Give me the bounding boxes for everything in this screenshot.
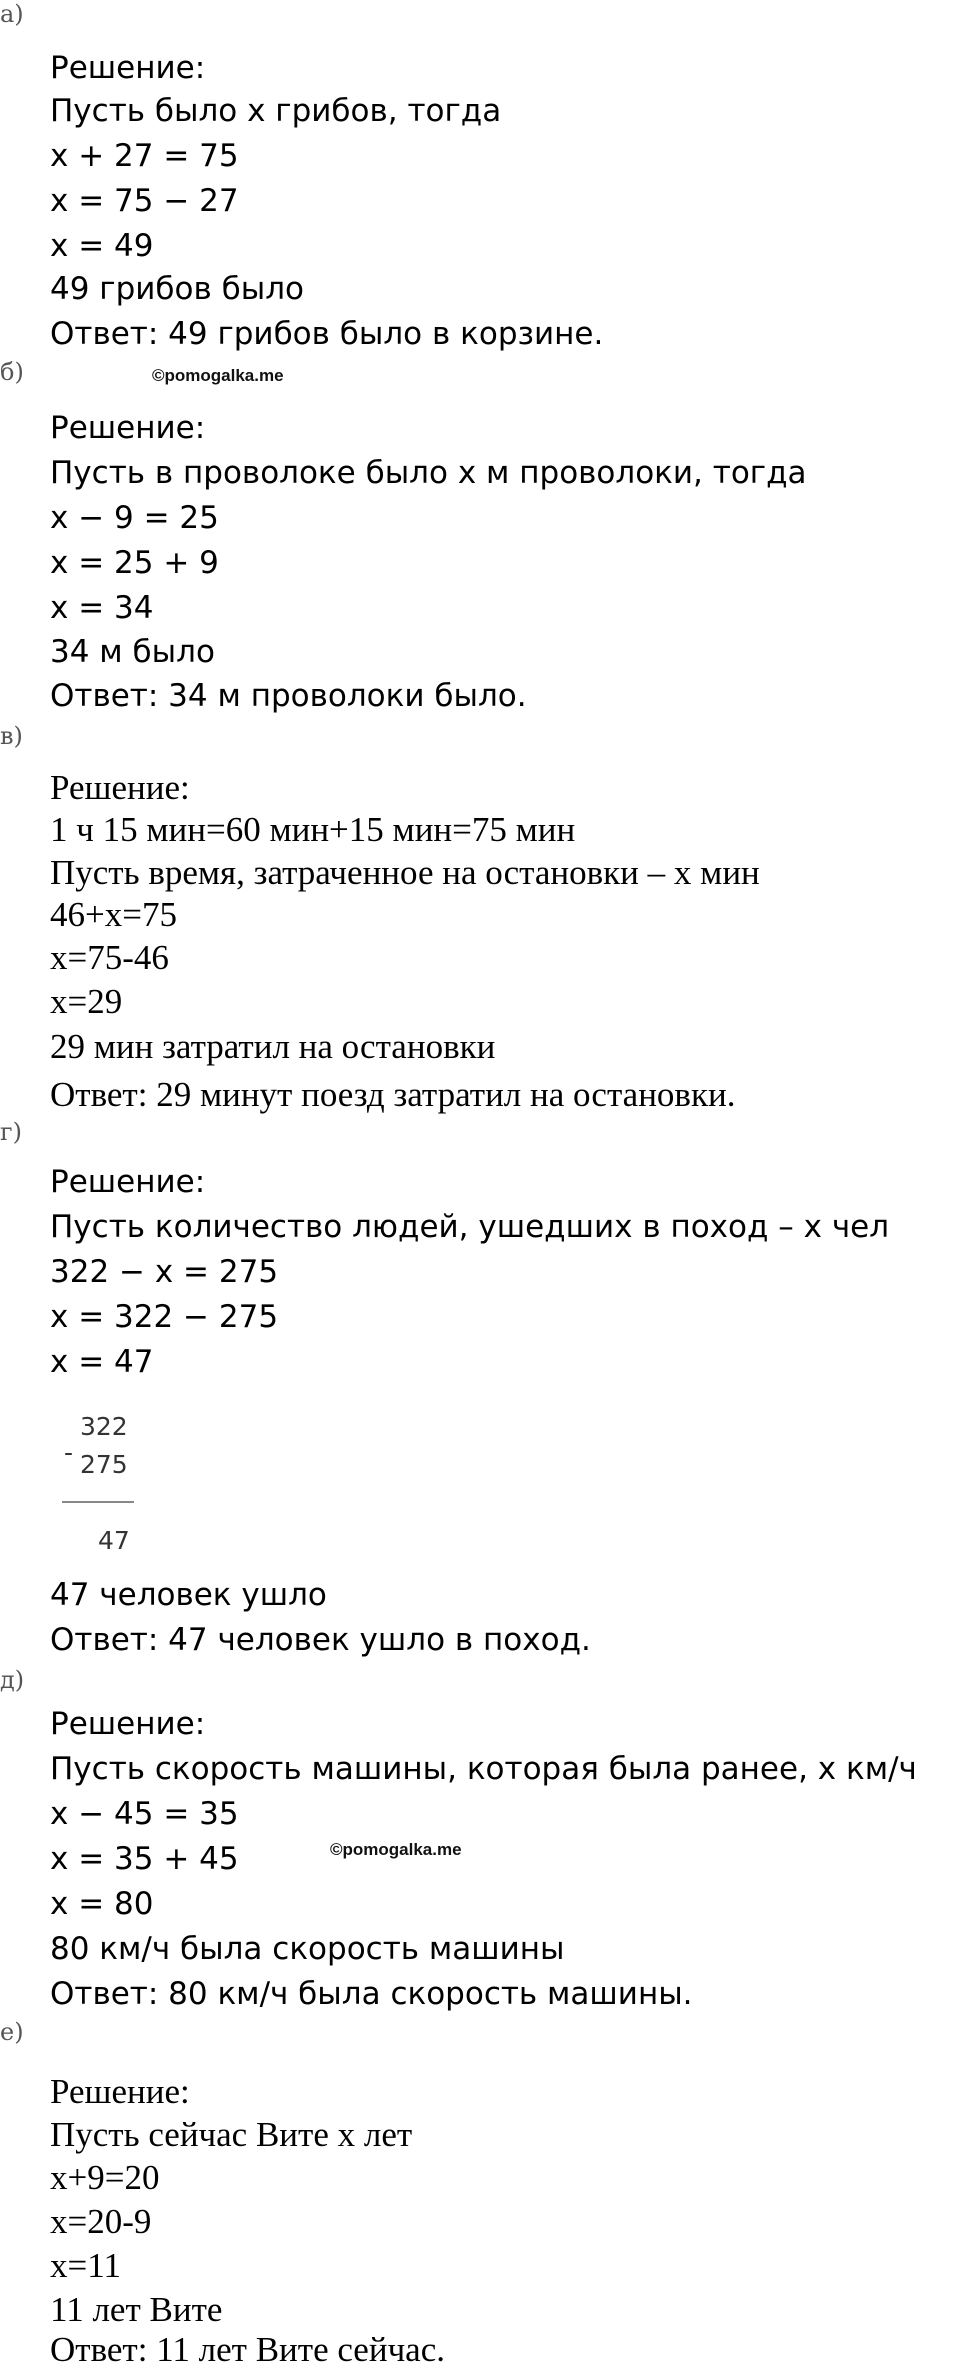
solution-line: 29 мин затратил на остановки: [50, 1027, 496, 1066]
solution-heading: Решение:: [50, 50, 206, 86]
section-label: д): [0, 1666, 25, 1694]
equation-line: x=20-9: [50, 2202, 152, 2241]
solution-line: 11 лет Вите: [50, 2290, 223, 2329]
minus-sign: -: [64, 1438, 74, 1467]
section-label: а): [0, 0, 24, 28]
solution-line: 34 м было: [50, 634, 215, 670]
section-label: б): [0, 358, 24, 386]
watermark: ©pomogalka.me: [152, 366, 284, 385]
equation-line: x = 322 − 275: [50, 1299, 279, 1335]
solution-line: 1 ч 15 мин=60 мин+15 мин=75 мин: [50, 810, 576, 849]
equation-line: x − 9 = 25: [50, 500, 219, 536]
solution-line: 47 человек ушло: [50, 1577, 327, 1613]
solution-line: Пусть в проволоке было x м проволоки, тогда: [50, 455, 807, 491]
subtrahend: 275: [80, 1450, 128, 1479]
equation-line: x=75-46: [50, 938, 169, 977]
watermark: ©pomogalka.me: [330, 1840, 462, 1859]
equation-line: x = 47: [50, 1344, 154, 1380]
solution-line: Пусть сейчас Вите x лет: [50, 2115, 413, 2154]
equation-line: x+9=20: [50, 2158, 160, 2197]
equation-line: x = 75 − 27: [50, 183, 239, 219]
solution-heading: Решение:: [50, 1164, 206, 1200]
equation-line: x = 34: [50, 590, 154, 626]
equation-line: x=11: [50, 2246, 121, 2285]
answer-line: Ответ: 29 минут поезд затратил на остановки.: [50, 1075, 736, 1114]
equation-line: x = 25 + 9: [50, 545, 219, 581]
equation-line: x = 35 + 45: [50, 1841, 239, 1877]
solution-heading: Решение:: [50, 1706, 206, 1742]
solution-line: 80 км/ч была скорость машины: [50, 1931, 565, 1967]
answer-line: Ответ: 47 человек ушло в поход.: [50, 1622, 591, 1658]
answer-line: Ответ: 49 грибов было в корзине.: [50, 316, 604, 352]
section-label: г): [0, 1118, 22, 1146]
equation-line: x = 80: [50, 1886, 154, 1922]
solution-line: Пусть время, затраченное на остановки – x мин: [50, 853, 760, 892]
answer-line: Ответ: 11 лет Вите сейчас.: [50, 2330, 445, 2369]
equation-line: x − 45 = 35: [50, 1796, 239, 1832]
solution-line: Пусть количество людей, ушедших в поход – x чел: [50, 1209, 890, 1245]
section-label: в): [0, 722, 23, 750]
equation-line: x = 49: [50, 228, 154, 264]
answer-line: Ответ: 34 м проволоки было.: [50, 678, 527, 714]
subtraction-bar: [62, 1501, 134, 1503]
solution-heading: Решение:: [50, 768, 190, 807]
answer-line: Ответ: 80 км/ч была скорость машины.: [50, 1976, 693, 2012]
solution-heading: Решение:: [50, 410, 206, 446]
solution-line: 49 грибов было: [50, 271, 304, 307]
equation-line: 46+x=75: [50, 895, 177, 934]
minuend: 322: [80, 1412, 128, 1441]
equation-line: 322 − x = 275: [50, 1254, 279, 1290]
solution-heading: Решение:: [50, 2072, 190, 2111]
section-label: е): [0, 2018, 24, 2046]
equation-line: x=29: [50, 982, 123, 1021]
solution-line: Пусть было x грибов, тогда: [50, 93, 502, 129]
solution-line: Пусть скорость машины, которая была ранее, x км/ч: [50, 1751, 917, 1787]
difference: 47: [98, 1526, 130, 1555]
equation-line: x + 27 = 75: [50, 138, 239, 174]
